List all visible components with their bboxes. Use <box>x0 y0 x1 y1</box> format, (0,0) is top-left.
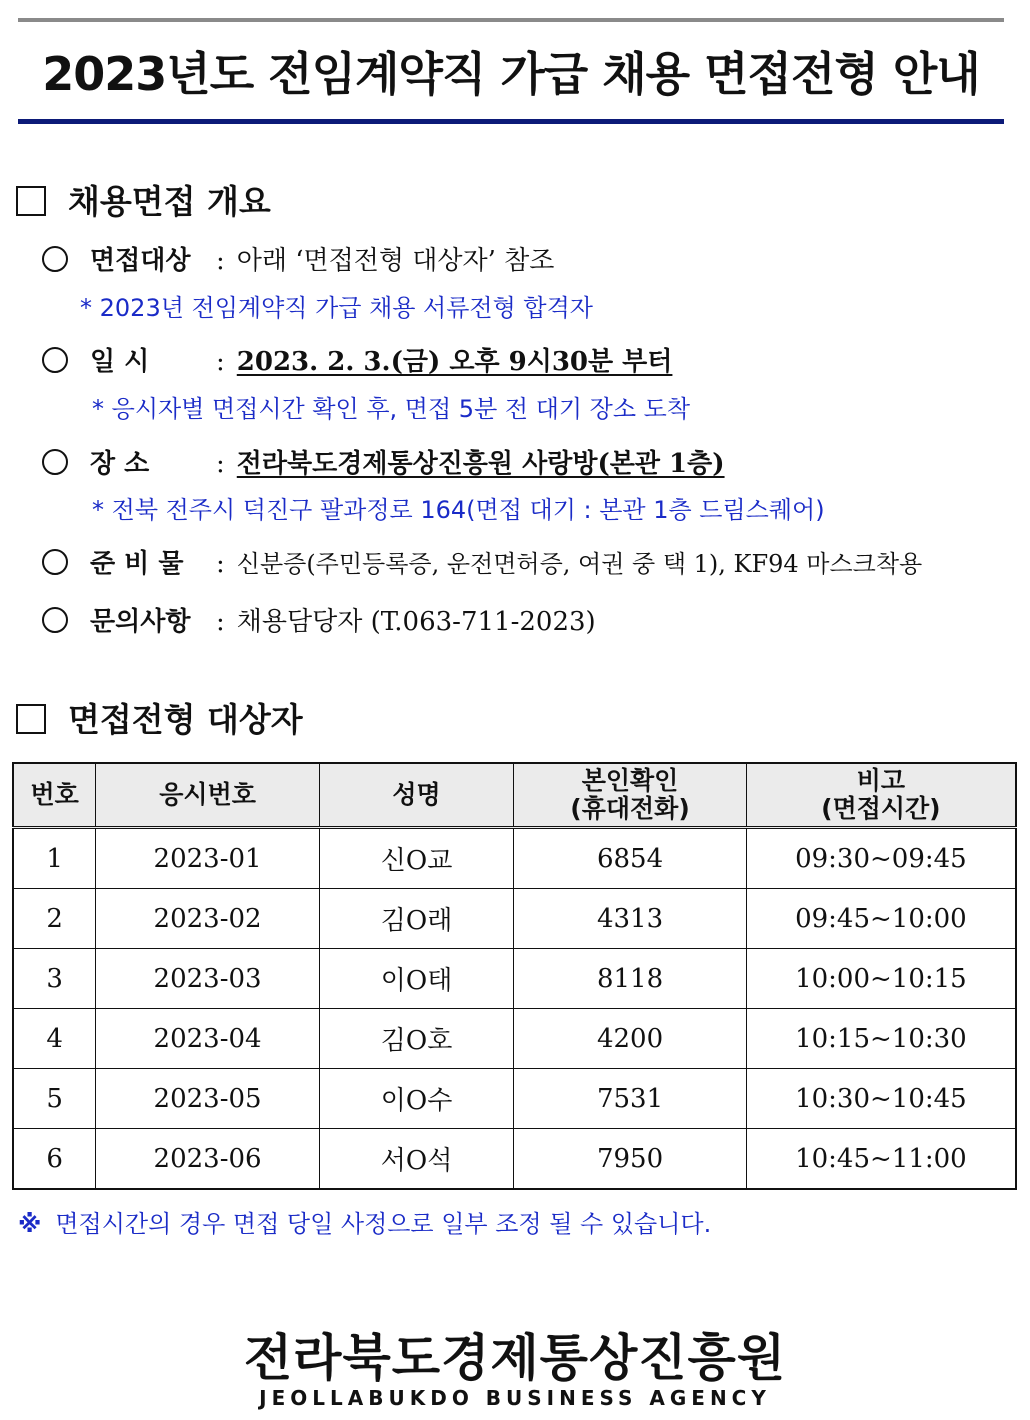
item-label: 문의사항 <box>90 607 191 637</box>
candidates-heading <box>16 694 303 741</box>
cell-name: 김O래 <box>319 889 513 949</box>
item-location: 장 소 : 전라북도경제통상진흥원 사랑방(본관 1층) <box>42 443 725 480</box>
item-label: 준 비 물 <box>90 549 184 579</box>
footnote <box>18 1204 711 1239</box>
cell-applicant-id: 2023-05 <box>96 1069 320 1129</box>
cell-number: 3 <box>13 949 96 1009</box>
item-value: 아래 ‘면접전형 대상자’ 참조 <box>236 246 555 276</box>
col-name: 성명 <box>319 763 513 828</box>
circle-bullet-icon <box>42 347 68 373</box>
agency-logo-english: JEOLLABUKDO BUSINESS AGENCY <box>259 1386 771 1410</box>
title-rule <box>18 119 1004 124</box>
cell-verification: 7531 <box>514 1069 746 1129</box>
cell-name: 신O교 <box>319 828 513 889</box>
top-rule <box>18 18 1004 22</box>
col-remarks <box>746 763 1016 828</box>
col-remarks-line1: 비고 <box>856 766 906 795</box>
item-value: 전라북도경제통상진흥원 사랑방(본관 1층) <box>236 449 725 479</box>
item-value: 채용담당자 (T.063-711-2023) <box>236 607 596 637</box>
candidates-table <box>12 762 1017 1190</box>
candidates-heading-text: 면접전형 대상자 <box>68 700 303 739</box>
cell-verification: 4313 <box>514 889 746 949</box>
item-note: * 전북 전주시 덕진구 팔과정로 164(면접 대기 : 본관 1층 드림스퀘어) <box>92 496 825 524</box>
overview-heading-text: 채용면접 개요 <box>68 182 271 221</box>
cell-applicant-id: 2023-02 <box>96 889 320 949</box>
cell-name: 이O태 <box>319 949 513 1009</box>
item-materials: 준 비 물 : 신분증(주민등록증, 운전면허증, 여권 중 택 1), KF94 마스크착용 <box>42 543 922 580</box>
cell-number: 2 <box>13 889 96 949</box>
agency-logo-korean: 전라북도경제통상진흥원 <box>243 1329 787 1387</box>
cell-name: 김O호 <box>319 1009 513 1069</box>
cell-interview-time: 09:30~09:45 <box>746 828 1016 889</box>
col-verification-line1: 본인확인 <box>581 766 679 795</box>
reference-mark-icon: ※ <box>18 1210 42 1238</box>
checkbox-square-icon <box>16 704 46 734</box>
circle-bullet-icon <box>42 549 68 575</box>
checkbox-square-icon <box>16 186 46 216</box>
item-label: 면접대상 <box>90 246 191 276</box>
cell-interview-time: 10:00~10:15 <box>746 949 1016 1009</box>
item-label: 장 소 <box>90 449 150 479</box>
overview-heading <box>16 176 271 223</box>
cell-name: 서O석 <box>319 1129 513 1190</box>
cell-number: 1 <box>13 828 96 889</box>
table-row <box>13 1129 1016 1190</box>
table-row <box>13 889 1016 949</box>
item-note: * 응시자별 면접시간 확인 후, 면접 5분 전 대기 장소 도착 <box>92 395 691 423</box>
footnote-text: 면접시간의 경우 면접 당일 사정으로 일부 조정 될 수 있습니다. <box>55 1210 712 1238</box>
table-row <box>13 1009 1016 1069</box>
cell-verification: 8118 <box>514 949 746 1009</box>
table-row <box>13 949 1016 1009</box>
cell-verification: 4200 <box>514 1009 746 1069</box>
col-applicant-id: 응시번호 <box>96 763 320 828</box>
cell-interview-time: 10:15~10:30 <box>746 1009 1016 1069</box>
cell-applicant-id: 2023-03 <box>96 949 320 1009</box>
cell-applicant-id: 2023-06 <box>96 1129 320 1190</box>
item-contact: 문의사항 : 채용담당자 (T.063-711-2023) <box>42 601 596 638</box>
item-target: 면접대상 : 아래 ‘면접전형 대상자’ 참조 <box>42 240 554 277</box>
cell-interview-time: 10:45~11:00 <box>746 1129 1016 1190</box>
col-number: 번호 <box>13 763 96 828</box>
cell-number: 6 <box>13 1129 96 1190</box>
table-header-row <box>13 763 1016 828</box>
cell-verification: 6854 <box>514 828 746 889</box>
col-verification-line2: (휴대전화) <box>570 794 690 823</box>
cell-number: 5 <box>13 1069 96 1129</box>
cell-verification: 7950 <box>514 1129 746 1190</box>
table-row <box>13 1069 1016 1129</box>
item-value: 신분증(주민등록증, 운전면허증, 여권 중 택 1), KF94 마스크착용 <box>236 550 923 578</box>
cell-applicant-id: 2023-04 <box>96 1009 320 1069</box>
table-row <box>13 828 1016 889</box>
col-verification <box>514 763 746 828</box>
circle-bullet-icon <box>42 607 68 633</box>
item-datetime: 일 시 : 2023. 2. 3.(금) 오후 9시30분 부터 <box>42 341 672 378</box>
cell-name: 이O수 <box>319 1069 513 1129</box>
item-value: 2023. 2. 3.(금) 오후 9시30분 부터 <box>236 347 673 377</box>
cell-interview-time: 09:45~10:00 <box>746 889 1016 949</box>
item-label: 일 시 <box>90 347 150 377</box>
page-title: 2023년도 전임계약직 가급 채용 면접전형 안내 <box>42 47 980 101</box>
circle-bullet-icon <box>42 449 68 475</box>
cell-number: 4 <box>13 1009 96 1069</box>
col-remarks-line2: (면접시간) <box>821 794 941 823</box>
cell-applicant-id: 2023-01 <box>96 828 320 889</box>
item-note: * 2023년 전임계약직 가급 채용 서류전형 합격자 <box>80 294 593 322</box>
cell-interview-time: 10:30~10:45 <box>746 1069 1016 1129</box>
circle-bullet-icon <box>42 246 68 272</box>
